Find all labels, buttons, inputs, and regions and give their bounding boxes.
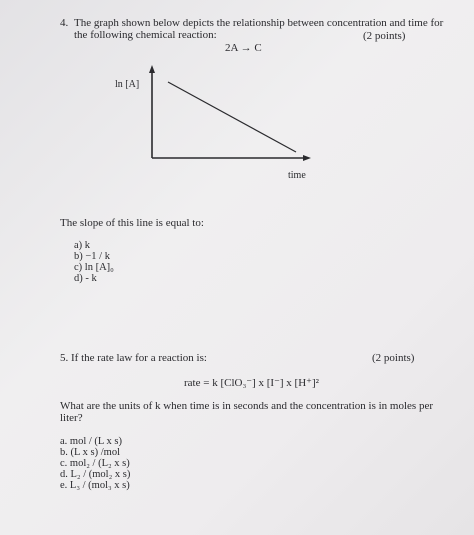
question-4-text-line2: the following chemical reaction: bbox=[74, 29, 217, 41]
q5-option-a: a. mol / (L x s) bbox=[60, 436, 123, 447]
reaction-equation: 2A → C bbox=[225, 42, 262, 54]
question-4-number: 4. bbox=[60, 17, 69, 29]
x-axis-label: time bbox=[288, 170, 306, 181]
ln-concentration-vs-time-chart bbox=[110, 62, 330, 192]
question-5-text: If the rate law for a reaction is: bbox=[71, 352, 207, 364]
q4-option-c: c) ln [A]₀ bbox=[74, 262, 114, 273]
q5-option-b: b. (L x s) /mol bbox=[60, 447, 120, 458]
q4-option-a: a) k bbox=[74, 240, 91, 251]
rate-law-equation: rate = k [ClO₃⁻] x [I⁻] x [H⁺]² bbox=[184, 377, 319, 389]
question-5-prompt-line1: What are the units of k when time is in seconds and the concentration is in moles per bbox=[60, 400, 433, 412]
q5-option-d: d. L₂ / (mol₂ x s) bbox=[60, 469, 131, 480]
question-5-number: 5. bbox=[60, 352, 69, 364]
question-5-prompt-line2: liter? bbox=[60, 412, 83, 424]
y-axis-arrowhead bbox=[149, 65, 155, 73]
q5-option-e: e. L₃ / (mol₃ x s) bbox=[60, 480, 130, 491]
data-line bbox=[168, 82, 296, 152]
question-5-points: (2 points) bbox=[372, 352, 415, 364]
q5-option-c: c. mol₂ / (L₂ x s) bbox=[60, 458, 130, 469]
q4-option-b: b) −1 / k bbox=[74, 251, 110, 262]
question-4-prompt: The slope of this line is equal to: bbox=[60, 217, 204, 229]
y-axis-label: ln [A] bbox=[115, 79, 140, 90]
chart-svg bbox=[110, 62, 330, 192]
question-5-options bbox=[60, 436, 130, 491]
question-4-options bbox=[74, 240, 114, 284]
question-4-text-line1: The graph shown below depicts the relationship between concentration and time for bbox=[74, 17, 444, 29]
q4-option-d: d) - k bbox=[74, 273, 97, 284]
x-axis-arrowhead bbox=[303, 155, 311, 161]
question-4-points: (2 points) bbox=[363, 30, 406, 42]
